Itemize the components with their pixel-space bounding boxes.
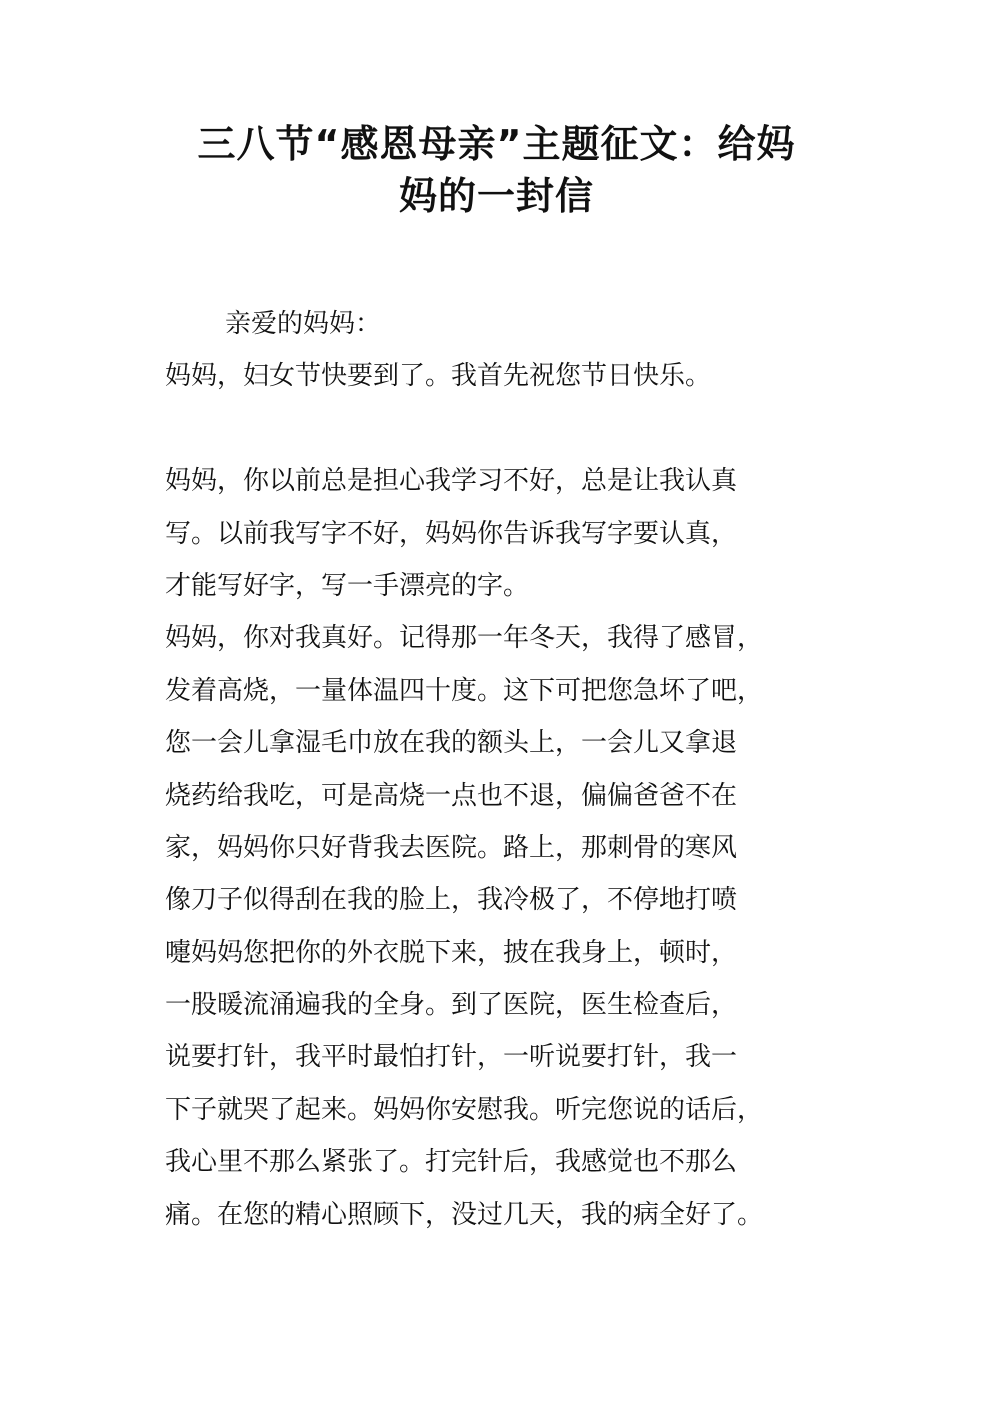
blank-line — [165, 403, 865, 455]
text-line: 嚏妈妈您把你的外衣脱下来，披在我身上，顿时， — [165, 937, 738, 968]
salutation: 亲爱的妈妈： — [225, 309, 382, 339]
text-line: 烧药给我吃，可是高烧一点也不退，偏偏爸爸不在 — [165, 780, 738, 811]
document-title — [160, 118, 833, 222]
text-line: 写。以前我写字不好，妈妈你告诉我写字要认真， — [165, 518, 738, 549]
text-line: 才能写好字，写一手漂亮的字。 — [165, 570, 530, 601]
text-line: 我心里不那么紧张了。打完针后，我感觉也不那么 — [165, 1147, 738, 1178]
text-line: 像刀子似得刮在我的脸上，我冷极了，不停地打喷 — [165, 885, 738, 916]
text-line: 妈妈，你对我真好。记得那一年冬天，我得了感冒， — [165, 623, 764, 654]
title-line: 三八节“感恩母亲”主题征文：给妈 — [197, 122, 796, 166]
text-line: 您一会儿拿湿毛巾放在我的额头上，一会儿又拿退 — [165, 728, 738, 759]
text-line: 妈妈，你以前总是担心我学习不好，总是让我认真 — [165, 466, 738, 497]
text-line: 发着高烧，一量体温四十度。这下可把您急坏了吧， — [165, 675, 764, 706]
text-line: 下子就哭了起来。妈妈你安慰我。听完您说的话后， — [165, 1094, 764, 1125]
title-line: 妈的一封信 — [398, 174, 594, 218]
text-line: 说要打针，我平时最怕打针，一听说要打针，我一 — [165, 1042, 738, 1073]
letter-body — [165, 298, 865, 1241]
text-line: 痛。在您的精心照顾下，没过几天，我的病全好了。 — [165, 1199, 764, 1230]
text-line: 一股暖流涌遍我的全身。到了医院，医生检查后， — [165, 990, 738, 1021]
text-line: 妈妈，妇女节快要到了。我首先祝您节日快乐。 — [165, 361, 712, 392]
text-line: 家，妈妈你只好背我去医院。路上，那刺骨的寒风 — [165, 832, 738, 863]
